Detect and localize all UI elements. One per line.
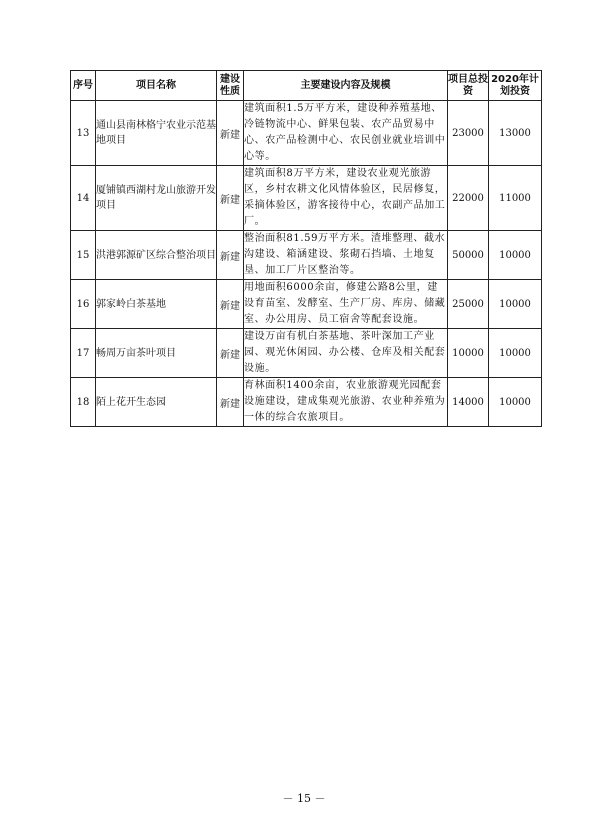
total-investment: 23000	[448, 101, 489, 166]
header-nature: 建设性质	[217, 71, 244, 101]
construction-nature: 新建	[217, 101, 244, 166]
row-number: 13	[71, 101, 96, 166]
project-name: 洪港郭源矿区综合整治项目	[96, 231, 217, 280]
header-plan-investment: 2020年计划投资	[489, 71, 542, 101]
construction-content: 建筑面积1.5万平方米，建设种养殖基地、冷链物流中心、鲜果包装、农产品贸易中心、农产品检测中心、农民创业就业培训中心等。	[244, 101, 448, 166]
construction-nature: 新建	[217, 231, 244, 280]
project-name: 通山县南林格宁农业示范基地项目	[96, 101, 217, 166]
table-row	[71, 101, 542, 166]
construction-nature: 新建	[217, 166, 244, 231]
plan-investment: 10000	[489, 231, 542, 280]
header-num: 序号	[71, 71, 96, 101]
total-investment: 25000	[448, 280, 489, 329]
header-name: 项目名称	[96, 71, 217, 101]
table-row	[71, 329, 542, 378]
plan-investment: 10000	[489, 329, 542, 378]
plan-investment: 11000	[489, 166, 542, 231]
project-name: 厦铺镇西湖村龙山旅游开发项目	[96, 166, 217, 231]
construction-content: 育林面积1400余亩，农业旅游观光园配套设施建设，建成集观光旅游、农业种养殖为一体的综合农旅项目。	[244, 378, 448, 427]
table-row	[71, 231, 542, 280]
construction-content: 整治面积81.59万平方米。渣堆整理、截水沟建设、箱涵建设、浆砌石挡墙、土地复垦、加工厂片区整治等。	[244, 231, 448, 280]
construction-nature: 新建	[217, 378, 244, 427]
page-number: － 15 －	[282, 792, 326, 805]
header-total-investment: 项目总投资	[448, 71, 489, 101]
table-header-row	[71, 71, 542, 101]
construction-content: 建筑面积8万平方米，建设农业观光旅游区，乡村农耕文化风情体验区，民居修复，采摘体验区，游客接待中心，农副产品加工厂。	[244, 166, 448, 231]
total-investment: 10000	[448, 329, 489, 378]
table-row	[71, 280, 542, 329]
project-name: 陌上花开生态园	[96, 378, 217, 427]
row-number: 17	[71, 329, 96, 378]
plan-investment: 13000	[489, 101, 542, 166]
construction-content: 用地面积6000余亩，修建公路8公里，建设育苗室、发酵室、生产厂房、库房、储藏室、办公用房、员工宿舍等配套设施。	[244, 280, 448, 329]
table-row	[71, 378, 542, 427]
total-investment: 22000	[448, 166, 489, 231]
table-row	[71, 166, 542, 231]
plan-investment: 10000	[489, 280, 542, 329]
row-number: 16	[71, 280, 96, 329]
total-investment: 14000	[448, 378, 489, 427]
project-name: 郭家岭白茶基地	[96, 280, 217, 329]
construction-content: 建设万亩有机白茶基地、茶叶深加工产业园、观光休闲园、办公楼、仓库及相关配套设施。	[244, 329, 448, 378]
header-content: 主要建设内容及规模	[244, 71, 448, 101]
project-name: 畅周万亩茶叶项目	[96, 329, 217, 378]
construction-nature: 新建	[217, 329, 244, 378]
project-table	[70, 70, 542, 427]
total-investment: 50000	[448, 231, 489, 280]
row-number: 14	[71, 166, 96, 231]
row-number: 18	[71, 378, 96, 427]
plan-investment: 10000	[489, 378, 542, 427]
construction-nature: 新建	[217, 280, 244, 329]
row-number: 15	[71, 231, 96, 280]
